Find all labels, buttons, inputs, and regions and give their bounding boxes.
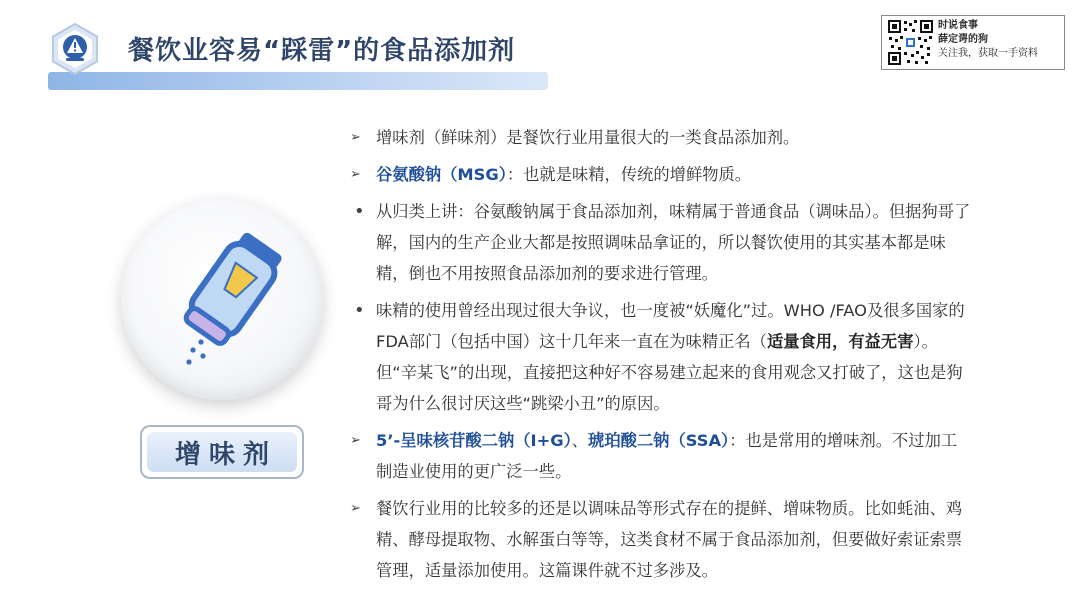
highlight-term: 谷氨酸钠（MSG） [376, 165, 507, 184]
illustration-circle [121, 198, 323, 400]
qr-account-name: 时说食事 [938, 20, 978, 31]
bullet-item [350, 295, 972, 419]
bullet-item [350, 425, 972, 487]
bullet-item [350, 122, 972, 153]
qr-code-icon [887, 19, 934, 66]
category-label-box [140, 425, 304, 479]
bullet-text: ）。但“辛某飞”的出现，直接把这种好不容易建立起来的食用观念又打破了，这也是狗哥为什么很讨厌这些“跳梁小丑”的原因。 [376, 332, 963, 413]
highlight-term: 琥珀酸二钠（SSA） [588, 431, 730, 450]
category-label: 增味剂 [147, 432, 297, 472]
page-title: 餐饮业容易“踩雷”的食品添加剂 [128, 36, 516, 66]
bullet-item [350, 196, 972, 289]
hexagon-warning-icon [48, 22, 102, 76]
highlight-term: 5’-呈味核苷酸二钠（I+G） [376, 431, 572, 450]
bullet-text: 从归类上讲：谷氨酸钠属于食品添加剂，味精属于普通食品（调味品）。但据狗哥了解，国内的生产企业大都是按照调味品拿证的，所以餐饮使用的其实基本都是味精，倒也不用按照食品添加剂的要求进行管理。 [376, 202, 971, 283]
bullet-item [350, 159, 972, 190]
arrow-bullet-icon: ➢ [350, 501, 361, 516]
msg-shaker-icon [145, 222, 299, 376]
dot-bullet-icon: • [354, 300, 365, 321]
bullet-text: ：也就是味精，传统的增鲜物质。 [506, 165, 752, 184]
arrow-bullet-icon: ➢ [350, 130, 361, 145]
bullet-list [350, 122, 972, 592]
bullet-text: 餐饮行业用的比较多的还是以调味品等形式存在的提鲜、增味物质。比如蚝油、鸡精、酵母提取物、水解蛋白等等，这类食材不属于食品添加剂，但要做好索证索票管理，适量添加使用。这篇课件就不过多涉及。 [376, 499, 963, 580]
emphasis-text: 适量食用，有益无害 [766, 332, 914, 351]
bullet-item [350, 493, 972, 586]
qr-author-name: 薛定谔的狗 [938, 34, 988, 45]
qr-caption: 关注我，获取一手资料 [938, 48, 1038, 59]
dot-bullet-icon: • [354, 201, 365, 222]
qr-promo-card [881, 15, 1065, 70]
separator-text: 、 [571, 431, 589, 450]
bullet-text: 增味剂（鲜味剂）是餐饮行业用量很大的一类食品添加剂。 [376, 128, 800, 147]
bullet-text: 味精的使用曾经出现过很大争议，也一度被“妖魔化”过。WHO /FAO及很多国家的FDA部门（包括中国）这十几年来一直在为味精正名（ [376, 301, 965, 351]
arrow-bullet-icon: ➢ [350, 433, 361, 448]
bullet-text: ：也是常用的增味剂。不过加工制造业使用的更广泛一些。 [376, 431, 958, 481]
title-underline-bar [48, 72, 548, 90]
arrow-bullet-icon: ➢ [350, 167, 361, 182]
